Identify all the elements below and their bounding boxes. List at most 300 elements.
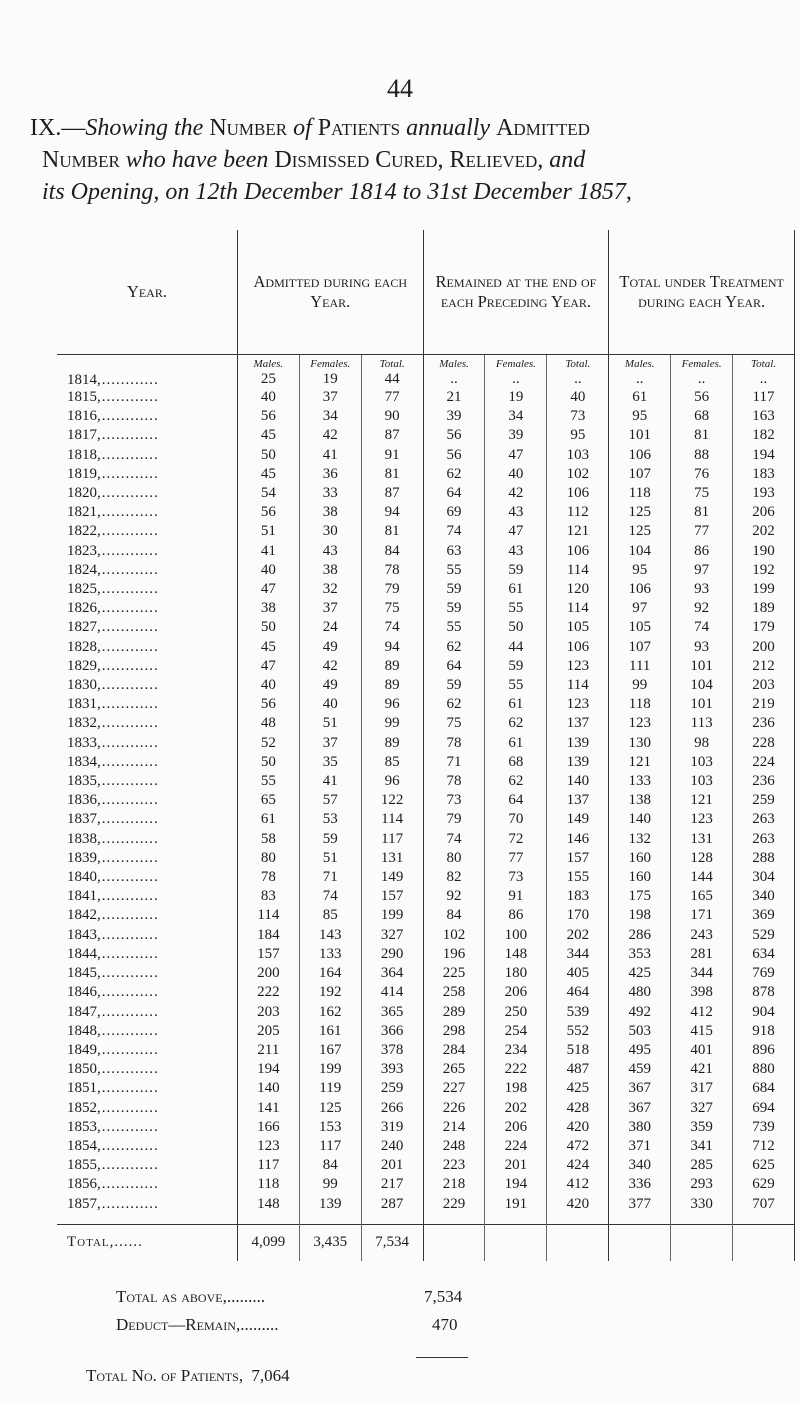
cell-admitted-total: 365 <box>361 1003 423 1022</box>
cell-remained-males: 55 <box>423 618 485 637</box>
table-row <box>57 926 795 945</box>
cell-remained-males: 223 <box>423 1156 485 1175</box>
cell-admitted-males: 48 <box>237 714 299 733</box>
cell-treated-total: 212 <box>733 657 795 676</box>
cell-remained-females: 43 <box>485 542 547 561</box>
cell-admitted-females: 42 <box>299 426 361 445</box>
cell-admitted-males: 40 <box>237 561 299 580</box>
cell-treated-males: 336 <box>609 1175 671 1194</box>
cell-treated-total: 707 <box>733 1195 795 1214</box>
cell-treated-females: 165 <box>671 887 733 906</box>
cell-admitted-total: 366 <box>361 1022 423 1041</box>
cell-treated-females: 88 <box>671 446 733 465</box>
cell-treated-males: 125 <box>609 522 671 541</box>
table-row <box>57 695 795 714</box>
cell-treated-males: .. <box>609 370 671 388</box>
cell-admitted-total: 89 <box>361 734 423 753</box>
cell-remained-males: 63 <box>423 542 485 561</box>
cell-admitted-females: 162 <box>299 1003 361 1022</box>
cell-treated-females: 281 <box>671 945 733 964</box>
cell-treated-total: 236 <box>733 772 795 791</box>
cell-admitted-males: 184 <box>237 926 299 945</box>
cell-admitted-total: 96 <box>361 695 423 714</box>
cell-admitted-males: 78 <box>237 868 299 887</box>
cell-remained-total: 518 <box>547 1041 609 1060</box>
row-year: 1815,............ <box>67 389 159 405</box>
cell-remained-females: 43 <box>485 503 547 522</box>
cell-remained-females: 61 <box>485 734 547 753</box>
row-year: 1850,............ <box>67 1061 159 1078</box>
cell-treated-females: 128 <box>671 849 733 868</box>
table-row <box>57 618 795 637</box>
cell-remained-total: 95 <box>547 426 609 445</box>
cell-treated-total: 192 <box>733 561 795 580</box>
header-total-treatment: Total under Treatment during each Year. <box>609 230 795 355</box>
table-row <box>57 714 795 733</box>
cell-remained-total: 146 <box>547 830 609 849</box>
cell-admitted-females: 30 <box>299 522 361 541</box>
cell-treated-females: 123 <box>671 810 733 829</box>
cell-treated-males: 340 <box>609 1156 671 1175</box>
table-row <box>57 945 795 964</box>
cell-treated-males: 367 <box>609 1099 671 1118</box>
cell-admitted-males: 117 <box>237 1156 299 1175</box>
cell-remained-females: 61 <box>485 695 547 714</box>
cell-remained-total: 170 <box>547 906 609 925</box>
cell-admitted-females: 133 <box>299 945 361 964</box>
cell-remained-total: 103 <box>547 446 609 465</box>
row-year: 1854,............ <box>67 1137 159 1154</box>
cell-admitted-males: 114 <box>237 906 299 925</box>
totals-label: Total,...... <box>57 1224 237 1261</box>
summary-rule <box>416 1357 468 1358</box>
cell-remained-females: 39 <box>485 426 547 445</box>
cell-remained-total: 137 <box>547 791 609 810</box>
cell-treated-males: 286 <box>609 926 671 945</box>
cell-treated-females: 97 <box>671 561 733 580</box>
table-row <box>57 561 795 580</box>
cell-admitted-females: 33 <box>299 484 361 503</box>
sub-header-females: Females. <box>671 355 733 371</box>
table-row <box>57 1099 795 1118</box>
cell-remained-males: 298 <box>423 1022 485 1041</box>
table-row <box>57 753 795 772</box>
cell-remained-total: 102 <box>547 465 609 484</box>
cell-remained-males: 64 <box>423 657 485 676</box>
cell-admitted-males: 65 <box>237 791 299 810</box>
row-year: 1852,............ <box>67 1099 159 1116</box>
cell-remained-total: 114 <box>547 561 609 580</box>
summary-deduct: Deduct—Remain,......... 470 <box>116 1315 458 1334</box>
cell-treated-females: 327 <box>671 1099 733 1118</box>
sub-header-total: Total. <box>733 355 795 371</box>
cell-admitted-females: 125 <box>299 1099 361 1118</box>
cell-remained-males: 75 <box>423 714 485 733</box>
row-year: 1837,............ <box>67 811 159 828</box>
cell-treated-total: 340 <box>733 887 795 906</box>
cell-remained-females: 34 <box>485 407 547 426</box>
cell-admitted-females: 24 <box>299 618 361 637</box>
cell-admitted-females: 36 <box>299 465 361 484</box>
summary-total-patients: Total No. of Patients, 7,064 <box>86 1366 290 1385</box>
cell-remained-total: 157 <box>547 849 609 868</box>
cell-remained-females: 62 <box>485 772 547 791</box>
cell-admitted-males: 56 <box>237 407 299 426</box>
sub-header-females: Females. <box>299 355 361 371</box>
cell-treated-females: 285 <box>671 1156 733 1175</box>
caption-line-1: IX.—Showing the Number of Patients annually Admitted <box>30 115 590 141</box>
cell-admitted-males: 40 <box>237 388 299 407</box>
cell-treated-females: .. <box>671 370 733 388</box>
cell-remained-females: 68 <box>485 753 547 772</box>
cell-remained-males: 74 <box>423 522 485 541</box>
table-row <box>57 964 795 983</box>
sub-header-row <box>57 355 795 371</box>
caption-line-2: Number who have been Dismissed Cured, Relieved, and <box>42 147 586 173</box>
row-year: 1836,............ <box>67 792 159 809</box>
cell-treated-females: 86 <box>671 542 733 561</box>
cell-remained-males: 56 <box>423 446 485 465</box>
table-row <box>57 522 795 541</box>
cell-admitted-males: 222 <box>237 983 299 1002</box>
cell-treated-males: 132 <box>609 830 671 849</box>
cell-admitted-females: 38 <box>299 561 361 580</box>
cell-remained-females: 64 <box>485 791 547 810</box>
table-row <box>57 1156 795 1175</box>
cell-remained-total: 183 <box>547 887 609 906</box>
cell-admitted-total: 81 <box>361 465 423 484</box>
cell-remained-females: 250 <box>485 1003 547 1022</box>
cell-admitted-males: 50 <box>237 618 299 637</box>
cell-treated-total: 224 <box>733 753 795 772</box>
cell-admitted-males: 140 <box>237 1079 299 1098</box>
table-row <box>57 407 795 426</box>
cell-remained-males: 84 <box>423 906 485 925</box>
table-row <box>57 1022 795 1041</box>
cell-remained-total: 539 <box>547 1003 609 1022</box>
cell-admitted-total: 89 <box>361 676 423 695</box>
cell-treated-females: 171 <box>671 906 733 925</box>
cell-admitted-females: 119 <box>299 1079 361 1098</box>
cell-treated-total: 304 <box>733 868 795 887</box>
cell-treated-males: 377 <box>609 1195 671 1214</box>
row-year: 1845,............ <box>67 965 159 982</box>
cell-admitted-total: 393 <box>361 1060 423 1079</box>
cell-treated-males: 95 <box>609 561 671 580</box>
cell-remained-males: .. <box>423 370 485 388</box>
cell-treated-total: .. <box>733 370 795 388</box>
cell-treated-females: 344 <box>671 964 733 983</box>
cell-admitted-females: 161 <box>299 1022 361 1041</box>
cell-treated-total: 263 <box>733 830 795 849</box>
table-row <box>57 388 795 407</box>
table-row <box>57 638 795 657</box>
cell-admitted-females: 59 <box>299 830 361 849</box>
cell-treated-total: 179 <box>733 618 795 637</box>
cell-remained-females: 59 <box>485 657 547 676</box>
cell-remained-males: 258 <box>423 983 485 1002</box>
row-year: 1838,............ <box>67 830 159 847</box>
cell-admitted-total: 99 <box>361 714 423 733</box>
cell-admitted-males: 123 <box>237 1137 299 1156</box>
table-row <box>57 868 795 887</box>
cell-remained-males: 78 <box>423 772 485 791</box>
cell-treated-females: 76 <box>671 465 733 484</box>
cell-admitted-males: 47 <box>237 580 299 599</box>
cell-treated-males: 160 <box>609 868 671 887</box>
cell-admitted-total: 96 <box>361 772 423 791</box>
cell-treated-females: 101 <box>671 695 733 714</box>
cell-remained-females: 62 <box>485 714 547 733</box>
cell-treated-males: 111 <box>609 657 671 676</box>
cell-remained-total: 412 <box>547 1175 609 1194</box>
table-row <box>57 830 795 849</box>
cell-remained-males: 92 <box>423 887 485 906</box>
cell-treated-males: 160 <box>609 849 671 868</box>
row-year: 1819,............ <box>67 465 159 482</box>
cell-admitted-females: 164 <box>299 964 361 983</box>
cell-remained-males: 59 <box>423 599 485 618</box>
cell-remained-total: 73 <box>547 407 609 426</box>
cell-admitted-males: 211 <box>237 1041 299 1060</box>
cell-remained-total: 405 <box>547 964 609 983</box>
cell-treated-total: 896 <box>733 1041 795 1060</box>
cell-remained-females: 86 <box>485 906 547 925</box>
cell-remained-total: 139 <box>547 734 609 753</box>
cell-admitted-males: 38 <box>237 599 299 618</box>
cell-admitted-total: 240 <box>361 1137 423 1156</box>
cell-remained-males: 196 <box>423 945 485 964</box>
cell-admitted-total: 81 <box>361 522 423 541</box>
cell-remained-females: 206 <box>485 983 547 1002</box>
cell-treated-males: 99 <box>609 676 671 695</box>
row-year: 1849,............ <box>67 1041 159 1058</box>
cell-treated-total: 206 <box>733 503 795 522</box>
cell-remained-males: 62 <box>423 695 485 714</box>
cell-treated-males: 425 <box>609 964 671 983</box>
cell-admitted-females: 19 <box>299 370 361 388</box>
cell-admitted-total: 149 <box>361 868 423 887</box>
cell-treated-females: 113 <box>671 714 733 733</box>
cell-remained-total: .. <box>547 370 609 388</box>
cell-admitted-females: 192 <box>299 983 361 1002</box>
cell-treated-total: 200 <box>733 638 795 657</box>
cell-treated-total: 288 <box>733 849 795 868</box>
sub-header-total: Total. <box>547 355 609 371</box>
cell-remained-total: 428 <box>547 1099 609 1118</box>
cell-admitted-males: 205 <box>237 1022 299 1041</box>
cell-admitted-females: 153 <box>299 1118 361 1137</box>
cell-admitted-total: 259 <box>361 1079 423 1098</box>
cell-remained-total: 123 <box>547 657 609 676</box>
cell-treated-females: 317 <box>671 1079 733 1098</box>
table-row <box>57 657 795 676</box>
cell-admitted-females: 37 <box>299 599 361 618</box>
cell-remained-total: 123 <box>547 695 609 714</box>
cell-treated-total: 194 <box>733 446 795 465</box>
cell-admitted-females: 57 <box>299 791 361 810</box>
table-row <box>57 1175 795 1194</box>
cell-treated-females: 93 <box>671 580 733 599</box>
cell-treated-females: 81 <box>671 503 733 522</box>
cell-admitted-females: 167 <box>299 1041 361 1060</box>
cell-treated-total: 259 <box>733 791 795 810</box>
cell-admitted-total: 87 <box>361 484 423 503</box>
cell-remained-males: 59 <box>423 676 485 695</box>
cell-admitted-total: 364 <box>361 964 423 983</box>
cell-admitted-females: 34 <box>299 407 361 426</box>
cell-admitted-males: 41 <box>237 542 299 561</box>
cell-admitted-total: 90 <box>361 407 423 426</box>
cell-admitted-females: 49 <box>299 638 361 657</box>
table-row <box>57 1137 795 1156</box>
cell-admitted-females: 117 <box>299 1137 361 1156</box>
cell-remained-females: 40 <box>485 465 547 484</box>
cell-treated-total: 712 <box>733 1137 795 1156</box>
cell-admitted-total: 84 <box>361 542 423 561</box>
cell-remained-males: 225 <box>423 964 485 983</box>
cell-treated-females: 104 <box>671 676 733 695</box>
cell-treated-total: 625 <box>733 1156 795 1175</box>
cell-treated-males: 175 <box>609 887 671 906</box>
caption-line-3: its Opening, on 12th December 1814 to 31st December 1857, <box>42 179 632 205</box>
cell-treated-males: 118 <box>609 695 671 714</box>
row-year: 1821,............ <box>67 504 159 521</box>
cell-treated-males: 130 <box>609 734 671 753</box>
cell-treated-total: 878 <box>733 983 795 1002</box>
cell-treated-females: 98 <box>671 734 733 753</box>
table-row <box>57 542 795 561</box>
cell-admitted-females: 199 <box>299 1060 361 1079</box>
row-year: 1817,............ <box>67 427 159 444</box>
cell-remained-males: 229 <box>423 1195 485 1214</box>
cell-admitted-males: 83 <box>237 887 299 906</box>
row-year: 1846,............ <box>67 984 159 1001</box>
cell-remained-females: 194 <box>485 1175 547 1194</box>
cell-admitted-males: 40 <box>237 676 299 695</box>
row-year: 1833,............ <box>67 734 159 751</box>
cell-remained-females: 44 <box>485 638 547 657</box>
cell-treated-total: 203 <box>733 676 795 695</box>
table-row <box>57 734 795 753</box>
cell-remained-total: 120 <box>547 580 609 599</box>
cell-treated-females: 93 <box>671 638 733 657</box>
cell-treated-total: 918 <box>733 1022 795 1041</box>
cell-remained-females: 224 <box>485 1137 547 1156</box>
cell-remained-females: 47 <box>485 446 547 465</box>
cell-treated-males: 380 <box>609 1118 671 1137</box>
cell-remained-total: 487 <box>547 1060 609 1079</box>
cell-admitted-total: 77 <box>361 388 423 407</box>
cell-treated-females: 330 <box>671 1195 733 1214</box>
row-year: 1830,............ <box>67 677 159 694</box>
cell-remained-females: 42 <box>485 484 547 503</box>
cell-remained-males: 56 <box>423 426 485 445</box>
cell-admitted-total: 319 <box>361 1118 423 1137</box>
cell-remained-total: 149 <box>547 810 609 829</box>
row-year: 1840,............ <box>67 869 159 886</box>
cell-treated-total: 117 <box>733 388 795 407</box>
cell-remained-females: 55 <box>485 599 547 618</box>
cell-remained-males: 64 <box>423 484 485 503</box>
totals-row <box>57 1224 795 1261</box>
cell-admitted-males: 203 <box>237 1003 299 1022</box>
table-caption <box>30 112 800 208</box>
cell-remained-males: 226 <box>423 1099 485 1118</box>
cell-admitted-males: 45 <box>237 638 299 657</box>
cell-admitted-total: 74 <box>361 618 423 637</box>
cell-remained-females: 206 <box>485 1118 547 1137</box>
table-row <box>57 791 795 810</box>
table-row <box>57 1003 795 1022</box>
row-year: 1829,............ <box>67 657 159 674</box>
cell-treated-females: 101 <box>671 657 733 676</box>
row-year: 1848,............ <box>67 1022 159 1039</box>
cell-admitted-total: 94 <box>361 638 423 657</box>
cell-remained-males: 102 <box>423 926 485 945</box>
cell-treated-total: 189 <box>733 599 795 618</box>
cell-admitted-total: 78 <box>361 561 423 580</box>
cell-remained-males: 218 <box>423 1175 485 1194</box>
cell-remained-total: 40 <box>547 388 609 407</box>
cell-admitted-males: 200 <box>237 964 299 983</box>
row-year: 1823,............ <box>67 542 159 559</box>
cell-admitted-total: 94 <box>361 503 423 522</box>
cell-treated-males: 97 <box>609 599 671 618</box>
cell-treated-females: 121 <box>671 791 733 810</box>
cell-admitted-females: 40 <box>299 695 361 714</box>
cell-treated-males: 101 <box>609 426 671 445</box>
cell-treated-total: 684 <box>733 1079 795 1098</box>
cell-remained-total: 155 <box>547 868 609 887</box>
cell-admitted-females: 84 <box>299 1156 361 1175</box>
cell-admitted-females: 37 <box>299 388 361 407</box>
cell-treated-males: 480 <box>609 983 671 1002</box>
cell-treated-females: 144 <box>671 868 733 887</box>
total-females: 3,435 <box>299 1224 361 1261</box>
cell-treated-females: 77 <box>671 522 733 541</box>
cell-treated-males: 118 <box>609 484 671 503</box>
cell-remained-females: 201 <box>485 1156 547 1175</box>
row-year: 1842,............ <box>67 907 159 924</box>
cell-treated-males: 125 <box>609 503 671 522</box>
spacer-row <box>57 1214 795 1225</box>
cell-admitted-males: 118 <box>237 1175 299 1194</box>
cell-remained-total: 420 <box>547 1195 609 1214</box>
cell-treated-males: 104 <box>609 542 671 561</box>
cell-admitted-total: 44 <box>361 370 423 388</box>
cell-treated-females: 74 <box>671 618 733 637</box>
cell-remained-total: 137 <box>547 714 609 733</box>
row-year: 1814,............ <box>67 372 159 388</box>
cell-treated-males: 106 <box>609 446 671 465</box>
cell-treated-females: 341 <box>671 1137 733 1156</box>
cell-treated-total: 190 <box>733 542 795 561</box>
cell-treated-females: 92 <box>671 599 733 618</box>
row-year: 1853,............ <box>67 1118 159 1135</box>
cell-remained-females: 100 <box>485 926 547 945</box>
table-row <box>57 676 795 695</box>
cell-admitted-total: 266 <box>361 1099 423 1118</box>
patients-table <box>57 230 795 1261</box>
cell-treated-males: 95 <box>609 407 671 426</box>
row-year: 1839,............ <box>67 849 159 866</box>
row-year: 1835,............ <box>67 773 159 790</box>
cell-remained-total: 344 <box>547 945 609 964</box>
cell-treated-total: 629 <box>733 1175 795 1194</box>
cell-treated-total: 183 <box>733 465 795 484</box>
cell-treated-males: 133 <box>609 772 671 791</box>
